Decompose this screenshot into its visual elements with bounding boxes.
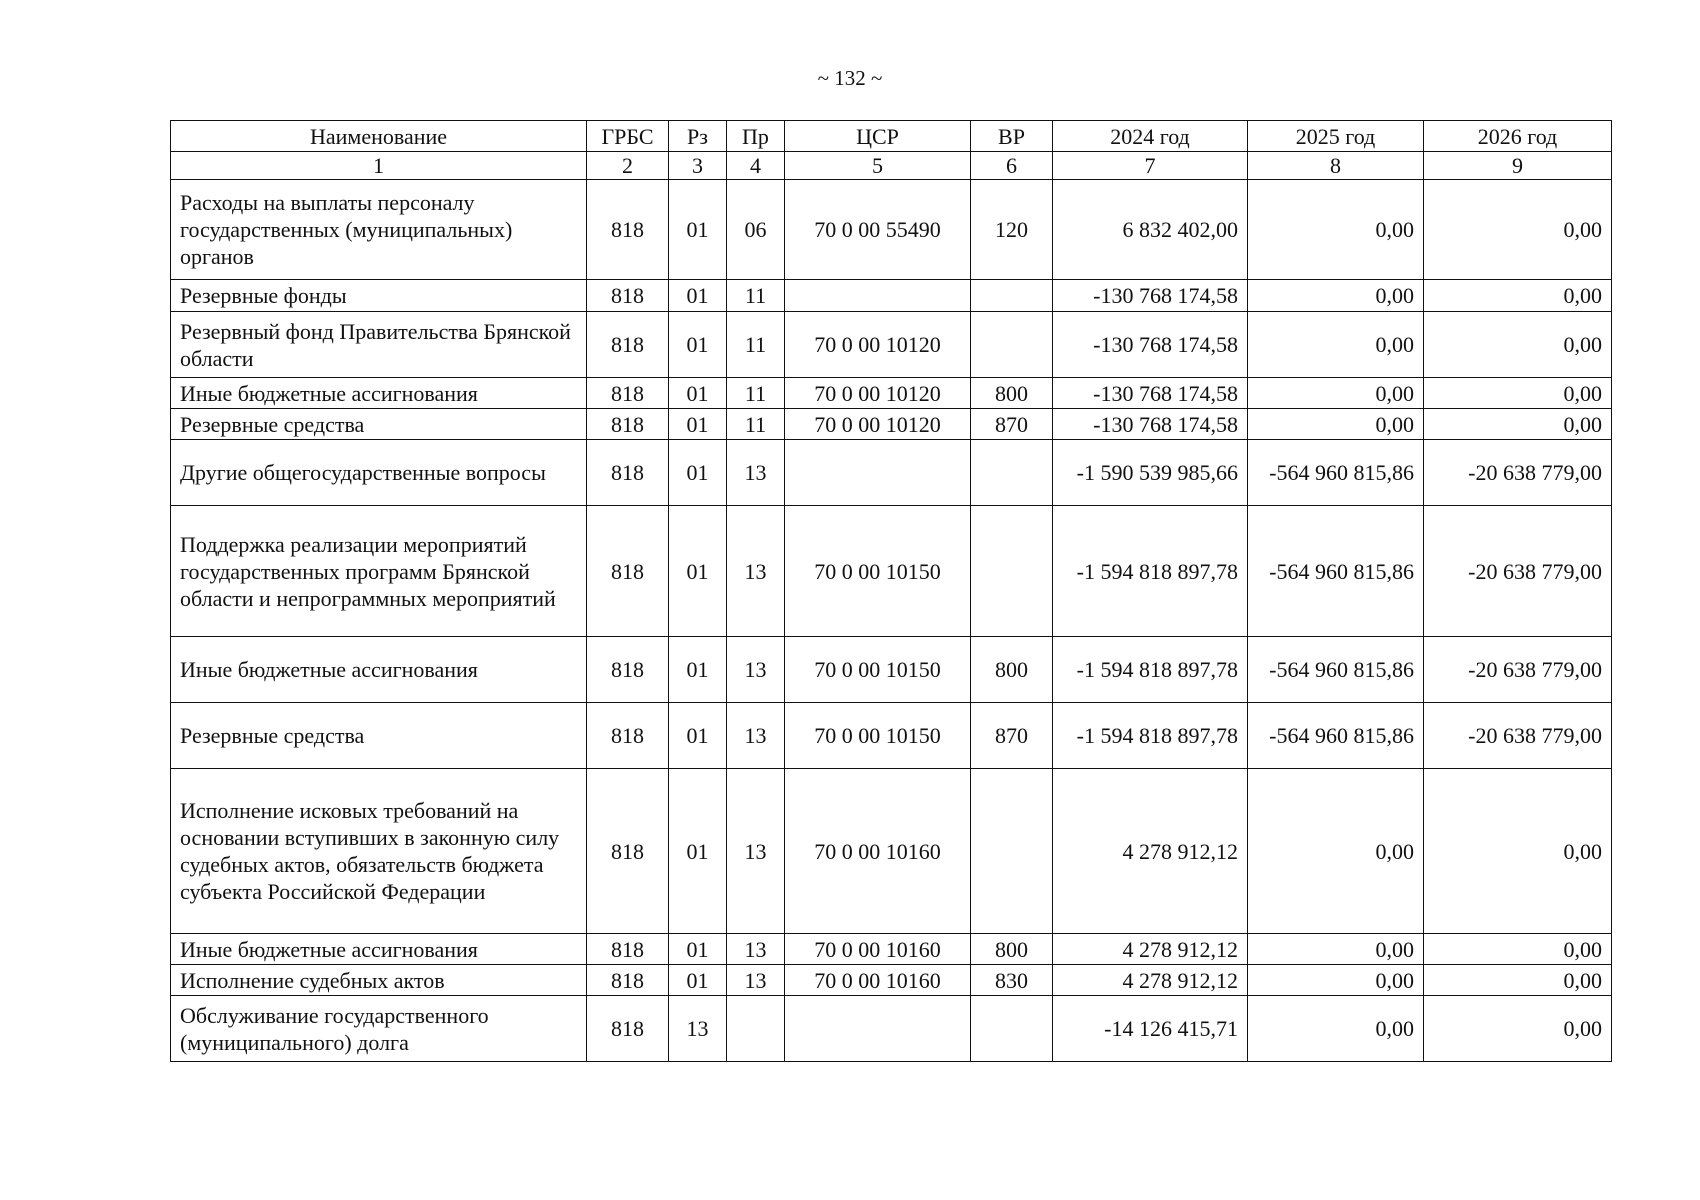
row-csr: 70 0 00 10160 bbox=[785, 934, 971, 965]
header-rz: Рз bbox=[669, 121, 727, 152]
row-name: Исполнение исковых требований на основании вступивших в законную силу судебных актов, обязательств бюджета субъекта Российской Федерации bbox=[171, 769, 587, 934]
row-pr: 13 bbox=[727, 703, 785, 769]
row-amount-2024: -130 768 174,58 bbox=[1053, 280, 1248, 312]
row-amount-2026: -20 638 779,00 bbox=[1424, 440, 1612, 506]
row-vr: 870 bbox=[971, 703, 1053, 769]
header-2025: 2025 год bbox=[1248, 121, 1424, 152]
row-grbs: 818 bbox=[587, 703, 669, 769]
row-rz: 01 bbox=[669, 506, 727, 637]
table-row bbox=[171, 637, 1612, 703]
column-number: 4 bbox=[727, 152, 785, 180]
row-pr: 13 bbox=[727, 769, 785, 934]
row-name: Иные бюджетные ассигнования bbox=[171, 378, 587, 409]
table-row bbox=[171, 769, 1612, 934]
budget-table bbox=[170, 120, 1612, 1062]
row-name: Исполнение судебных актов bbox=[171, 965, 587, 996]
header-2024: 2024 год bbox=[1053, 121, 1248, 152]
table-row bbox=[171, 934, 1612, 965]
table-row bbox=[171, 965, 1612, 996]
row-vr: 800 bbox=[971, 637, 1053, 703]
row-amount-2026: 0,00 bbox=[1424, 180, 1612, 280]
row-csr: 70 0 00 10160 bbox=[785, 965, 971, 996]
row-amount-2024: -130 768 174,58 bbox=[1053, 378, 1248, 409]
row-amount-2025: -564 960 815,86 bbox=[1248, 506, 1424, 637]
row-vr: 830 bbox=[971, 965, 1053, 996]
row-csr: 70 0 00 10120 bbox=[785, 378, 971, 409]
table-row bbox=[171, 440, 1612, 506]
row-amount-2026: -20 638 779,00 bbox=[1424, 703, 1612, 769]
table-row bbox=[171, 703, 1612, 769]
row-amount-2025: 0,00 bbox=[1248, 965, 1424, 996]
row-rz: 01 bbox=[669, 934, 727, 965]
column-number: 2 bbox=[587, 152, 669, 180]
row-amount-2024: -1 594 818 897,78 bbox=[1053, 637, 1248, 703]
table-row bbox=[171, 180, 1612, 280]
row-amount-2026: 0,00 bbox=[1424, 996, 1612, 1062]
row-rz: 01 bbox=[669, 312, 727, 378]
row-grbs: 818 bbox=[587, 378, 669, 409]
row-amount-2026: -20 638 779,00 bbox=[1424, 637, 1612, 703]
header-vr: ВР bbox=[971, 121, 1053, 152]
row-vr: 120 bbox=[971, 180, 1053, 280]
row-amount-2024: -130 768 174,58 bbox=[1053, 312, 1248, 378]
row-amount-2024: -1 594 818 897,78 bbox=[1053, 506, 1248, 637]
row-amount-2024: -1 594 818 897,78 bbox=[1053, 703, 1248, 769]
row-csr bbox=[785, 996, 971, 1062]
row-rz: 01 bbox=[669, 280, 727, 312]
row-name: Резервные средства bbox=[171, 703, 587, 769]
row-vr: 800 bbox=[971, 378, 1053, 409]
row-pr: 11 bbox=[727, 378, 785, 409]
row-pr: 13 bbox=[727, 934, 785, 965]
row-rz: 13 bbox=[669, 996, 727, 1062]
row-rz: 01 bbox=[669, 440, 727, 506]
header-pr: Пр bbox=[727, 121, 785, 152]
row-vr bbox=[971, 312, 1053, 378]
column-number: 8 bbox=[1248, 152, 1424, 180]
row-name: Резервные средства bbox=[171, 409, 587, 440]
row-vr bbox=[971, 280, 1053, 312]
table-row bbox=[171, 506, 1612, 637]
row-name: Резервные фонды bbox=[171, 280, 587, 312]
table-row bbox=[171, 280, 1612, 312]
row-name: Резервный фонд Правительства Брянской области bbox=[171, 312, 587, 378]
row-amount-2026: 0,00 bbox=[1424, 965, 1612, 996]
row-rz: 01 bbox=[669, 180, 727, 280]
row-amount-2025: 0,00 bbox=[1248, 312, 1424, 378]
row-rz: 01 bbox=[669, 409, 727, 440]
row-vr bbox=[971, 769, 1053, 934]
row-amount-2025: -564 960 815,86 bbox=[1248, 703, 1424, 769]
row-amount-2024: 4 278 912,12 bbox=[1053, 934, 1248, 965]
row-amount-2025: 0,00 bbox=[1248, 769, 1424, 934]
row-csr bbox=[785, 280, 971, 312]
row-grbs: 818 bbox=[587, 965, 669, 996]
header-2026: 2026 год bbox=[1424, 121, 1612, 152]
row-amount-2026: 0,00 bbox=[1424, 769, 1612, 934]
row-amount-2025: 0,00 bbox=[1248, 378, 1424, 409]
table-row bbox=[171, 312, 1612, 378]
header-grbs: ГРБС bbox=[587, 121, 669, 152]
row-rz: 01 bbox=[669, 965, 727, 996]
column-number: 6 bbox=[971, 152, 1053, 180]
row-amount-2026: 0,00 bbox=[1424, 280, 1612, 312]
row-amount-2024: -1 590 539 985,66 bbox=[1053, 440, 1248, 506]
row-rz: 01 bbox=[669, 637, 727, 703]
row-grbs: 818 bbox=[587, 996, 669, 1062]
row-amount-2024: 4 278 912,12 bbox=[1053, 965, 1248, 996]
header-name: Наименование bbox=[171, 121, 587, 152]
header-csr: ЦСР bbox=[785, 121, 971, 152]
row-amount-2026: 0,00 bbox=[1424, 934, 1612, 965]
row-vr bbox=[971, 440, 1053, 506]
row-rz: 01 bbox=[669, 378, 727, 409]
row-pr: 11 bbox=[727, 280, 785, 312]
row-pr: 11 bbox=[727, 312, 785, 378]
row-amount-2024: 6 832 402,00 bbox=[1053, 180, 1248, 280]
row-grbs: 818 bbox=[587, 769, 669, 934]
row-csr: 70 0 00 10150 bbox=[785, 637, 971, 703]
row-amount-2025: -564 960 815,86 bbox=[1248, 440, 1424, 506]
row-pr: 11 bbox=[727, 409, 785, 440]
row-csr: 70 0 00 55490 bbox=[785, 180, 971, 280]
table-header bbox=[171, 121, 1612, 180]
row-amount-2025: 0,00 bbox=[1248, 180, 1424, 280]
row-grbs: 818 bbox=[587, 440, 669, 506]
row-name: Иные бюджетные ассигнования bbox=[171, 637, 587, 703]
row-grbs: 818 bbox=[587, 312, 669, 378]
table-row bbox=[171, 378, 1612, 409]
row-name: Обслуживание государственного (муниципального) долга bbox=[171, 996, 587, 1062]
row-grbs: 818 bbox=[587, 180, 669, 280]
table-row bbox=[171, 409, 1612, 440]
table-row bbox=[171, 996, 1612, 1062]
column-number: 9 bbox=[1424, 152, 1612, 180]
row-name: Расходы на выплаты персоналу государственных (муниципальных) органов bbox=[171, 180, 587, 280]
page-number: ~ 132 ~ bbox=[817, 66, 883, 90]
row-name: Иные бюджетные ассигнования bbox=[171, 934, 587, 965]
row-rz: 01 bbox=[669, 703, 727, 769]
row-pr: 13 bbox=[727, 506, 785, 637]
row-name: Поддержка реализации мероприятий государственных программ Брянской области и непрограммных мероприятий bbox=[171, 506, 587, 637]
row-grbs: 818 bbox=[587, 637, 669, 703]
row-amount-2024: -14 126 415,71 bbox=[1053, 996, 1248, 1062]
row-grbs: 818 bbox=[587, 506, 669, 637]
row-amount-2025: -564 960 815,86 bbox=[1248, 637, 1424, 703]
row-amount-2025: 0,00 bbox=[1248, 996, 1424, 1062]
row-grbs: 818 bbox=[587, 934, 669, 965]
row-pr: 13 bbox=[727, 440, 785, 506]
row-pr: 13 bbox=[727, 965, 785, 996]
column-number: 3 bbox=[669, 152, 727, 180]
row-vr: 870 bbox=[971, 409, 1053, 440]
row-pr bbox=[727, 996, 785, 1062]
row-amount-2026: 0,00 bbox=[1424, 409, 1612, 440]
column-number-row bbox=[171, 152, 1612, 180]
row-amount-2026: 0,00 bbox=[1424, 378, 1612, 409]
column-number: 5 bbox=[785, 152, 971, 180]
row-amount-2026: -20 638 779,00 bbox=[1424, 506, 1612, 637]
row-csr: 70 0 00 10120 bbox=[785, 409, 971, 440]
row-pr: 13 bbox=[727, 637, 785, 703]
row-pr: 06 bbox=[727, 180, 785, 280]
row-csr: 70 0 00 10150 bbox=[785, 703, 971, 769]
row-csr bbox=[785, 440, 971, 506]
row-name: Другие общегосударственные вопросы bbox=[171, 440, 587, 506]
row-grbs: 818 bbox=[587, 409, 669, 440]
column-number: 7 bbox=[1053, 152, 1248, 180]
row-vr: 800 bbox=[971, 934, 1053, 965]
row-amount-2025: 0,00 bbox=[1248, 280, 1424, 312]
column-number: 1 bbox=[171, 152, 587, 180]
row-csr: 70 0 00 10120 bbox=[785, 312, 971, 378]
row-vr bbox=[971, 506, 1053, 637]
row-vr bbox=[971, 996, 1053, 1062]
row-rz: 01 bbox=[669, 769, 727, 934]
row-amount-2024: 4 278 912,12 bbox=[1053, 769, 1248, 934]
header-row bbox=[171, 121, 1612, 152]
row-amount-2026: 0,00 bbox=[1424, 312, 1612, 378]
row-csr: 70 0 00 10150 bbox=[785, 506, 971, 637]
row-amount-2025: 0,00 bbox=[1248, 934, 1424, 965]
row-csr: 70 0 00 10160 bbox=[785, 769, 971, 934]
row-grbs: 818 bbox=[587, 280, 669, 312]
row-amount-2024: -130 768 174,58 bbox=[1053, 409, 1248, 440]
row-amount-2025: 0,00 bbox=[1248, 409, 1424, 440]
table-body bbox=[171, 180, 1612, 1062]
